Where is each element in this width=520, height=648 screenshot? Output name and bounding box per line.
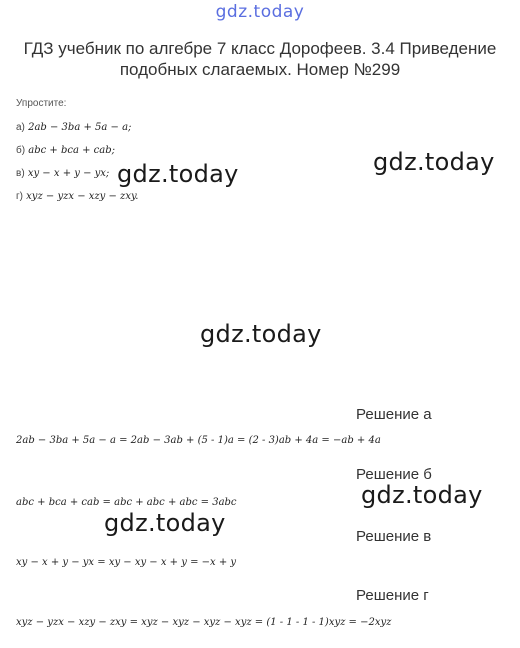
watermark: gdz.today [200, 320, 322, 348]
task-item-d [16, 191, 138, 202]
task-label: а) [16, 122, 25, 133]
solution-expression-d: xyz − yzx − xzy − zxy = xyz − xyz − xyz − xyz = (1 - 1 - 1 - 1)xyz = −2xyz [16, 617, 392, 628]
watermark: gdz.today [373, 148, 495, 176]
task-item-c [16, 168, 109, 179]
solution-expression-c: xy − x + y − yx = xy − xy − x + y = −x + y [16, 557, 237, 568]
task-expression: xy − x + y − yx; [27, 168, 110, 179]
task-expression: abc + bca + cab; [28, 145, 115, 156]
task-item-a [16, 122, 131, 133]
task-expression: 2ab − 3ba + 5a − a; [28, 122, 132, 133]
task-label: б) [16, 145, 26, 156]
task-label: в) [16, 168, 25, 179]
task-label: г) [16, 191, 23, 202]
solution-expression-b: abc + bca + cab = abc + abc + abc = 3abc [16, 497, 237, 508]
solution-title-a: Решение а [356, 406, 432, 423]
watermark: gdz.today [104, 509, 226, 537]
page-title: ГДЗ учебник по алгебре 7 класс Дорофеев. 3.4 Приведение подобных слагаемых. Номер №299 [23, 39, 497, 79]
solution-expression-a: 2ab − 3ba + 5a − a = 2ab − 3ab + (5 - 1)a = (2 - 3)ab + 4a = −ab + 4a [16, 435, 381, 446]
solution-title-b: Решение б [356, 466, 432, 483]
site-logo[interactable]: gdz.today [215, 2, 305, 22]
solution-title-d: Решение г [356, 587, 429, 604]
task-prompt: Упростите: [16, 98, 67, 109]
watermark: gdz.today [117, 160, 239, 188]
watermark: gdz.today [361, 481, 483, 509]
task-item-b [16, 145, 115, 156]
solution-title-c: Решение в [356, 528, 432, 545]
task-expression: xyz − yzx − xzy − zxy. [26, 191, 139, 202]
